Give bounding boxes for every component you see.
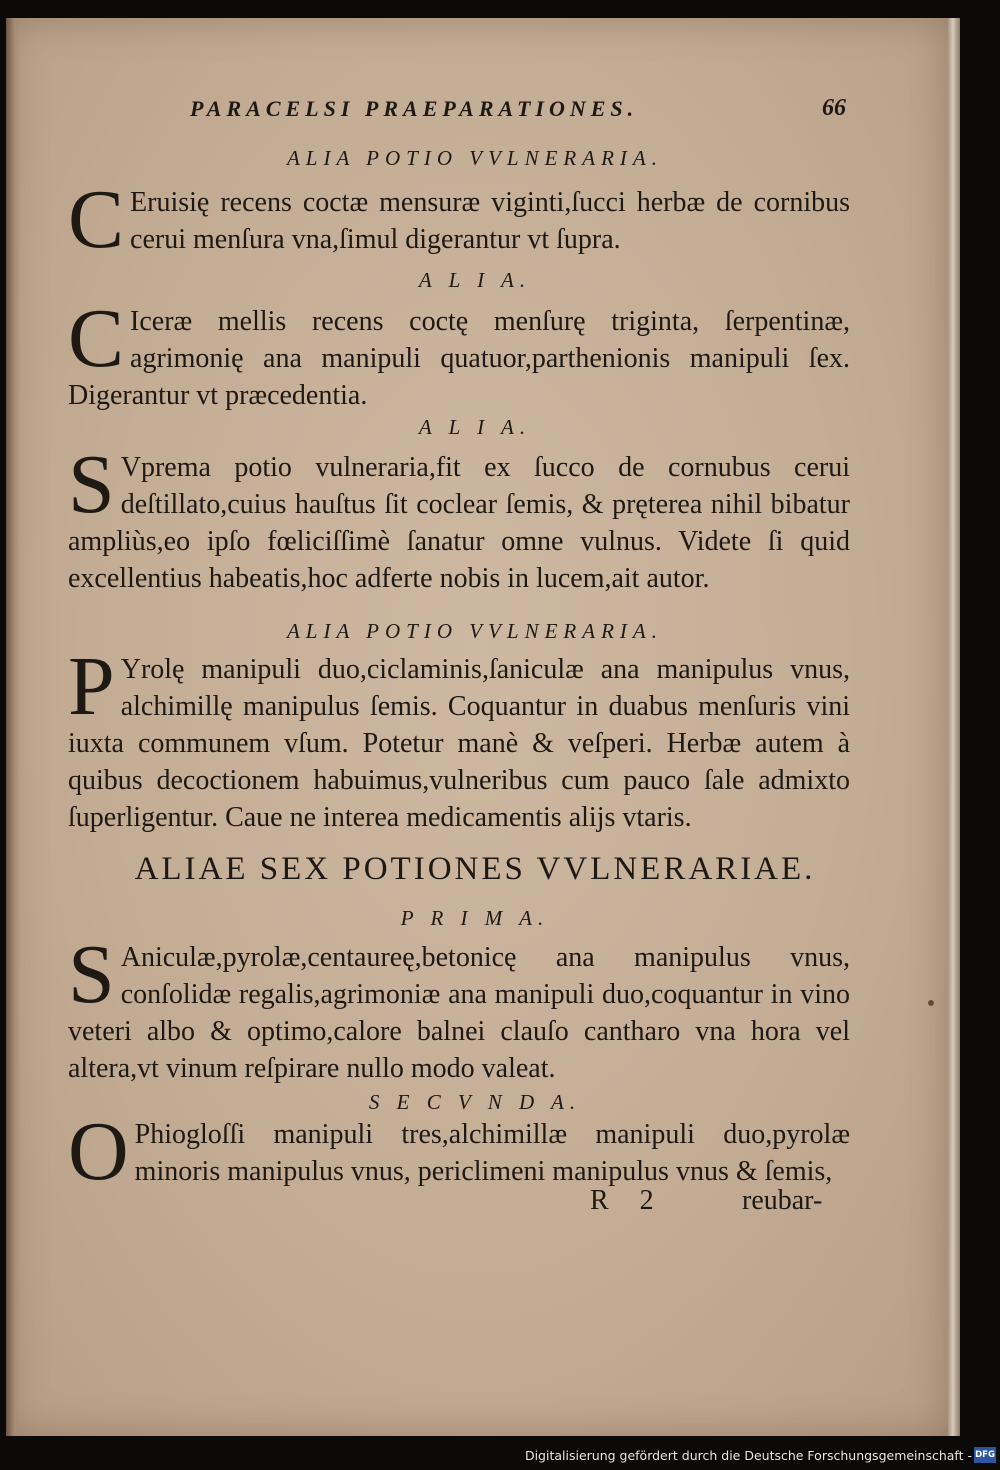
page-number: 66: [822, 95, 846, 121]
catchword: reubar-: [742, 1185, 823, 1216]
section-heading: S E C V N D A.: [368, 1090, 582, 1114]
page-edge: [948, 18, 960, 1436]
footer-credit: Digitalisierung gefördert durch die Deutsche Forschungsgemeinschaft -: [524, 1448, 972, 1463]
drop-cap: C: [68, 292, 125, 385]
paragraph: [68, 438, 850, 597]
drop-cap: S: [68, 438, 115, 531]
drop-cap: O: [68, 1105, 129, 1198]
paragraph-text: Vprema potio vulneraria,fit ex ſucco de cornubus cerui deſtillato,cuius hauſtus ſit coclear ſemis, & pręterea nihil bibatur ampliùs,eo ipſo fœliciſſimè ſanatur omne vulnus. Videte ſi quid excellentius habeatis,hoc adferte nobis in lucem,ait autor.: [68, 452, 850, 594]
paragraph: [68, 928, 850, 1087]
dfg-logo-icon: DFG: [974, 1447, 996, 1463]
drop-cap: P: [68, 640, 115, 733]
paragraph: [68, 1105, 850, 1198]
paragraph-text: Iceræ mellis recens coctę menſurę triginta, ſerpentinæ, agrimonię ana manipuli quatuor,parthenionis manipuli ſex. Digerantur vt præcedentia.: [68, 306, 850, 411]
paragraph: [68, 292, 850, 414]
paragraph-text: Eruisię recens coctæ mensuræ viginti,ſucci herbæ de cornibus cerui menſura vna,ſimul digerantur vt ſupra.: [130, 187, 850, 255]
paragraph-text: Aniculæ,pyrolæ,centaureę,betonicę ana manipulus vnus, conſolidæ regalis,agrimoniæ ana manipuli duo,coquantur in vino veteri albo & optimo,calore balnei clauſo cantharo vna hora vel altera,vt vinum reſpirare nullo modo valeat.: [68, 942, 850, 1084]
signature-mark: R 2: [590, 1185, 666, 1216]
section-heading: A L I A.: [418, 268, 532, 292]
paragraph-text: Yrolę manipuli duo,ciclaminis,ſaniculæ ana manipulus vnus, alchimillę manipulus ſemis. Coquantur in duabus menſuris vini iuxta communem vſum. Potetur manè & veſperi. Herbæ autem à quibus decoctionem habuimus,vulneribus cum pauco ſale admixto ſuperligentur. Caue ne interea medicamentis alijs vtaris.: [68, 654, 850, 833]
drop-cap: S: [68, 928, 115, 1021]
page-gutter: [6, 18, 20, 1436]
running-head: PARACELSI PRAEPARATIONES.: [190, 96, 639, 121]
chapter-heading: ALIAE SEX POTIONES VVLNERARIAE.: [134, 851, 816, 887]
paragraph: [68, 173, 850, 266]
paragraph: [68, 640, 850, 836]
section-heading: ALIA POTIO VVLNERARIA.: [286, 146, 663, 170]
paper-stain: [928, 1000, 934, 1006]
drop-cap: C: [68, 173, 125, 266]
section-heading: P R I M A.: [400, 906, 550, 930]
section-heading: ALIA POTIO VVLNERARIA.: [286, 619, 663, 643]
paragraph-text: Phiogloſſi manipuli tres,alchimillæ manipuli duo,pyrolæ minoris manipulus vnus, periclimeni manipulus vnus & ſemis,: [134, 1119, 850, 1187]
section-heading: A L I A.: [418, 415, 532, 439]
